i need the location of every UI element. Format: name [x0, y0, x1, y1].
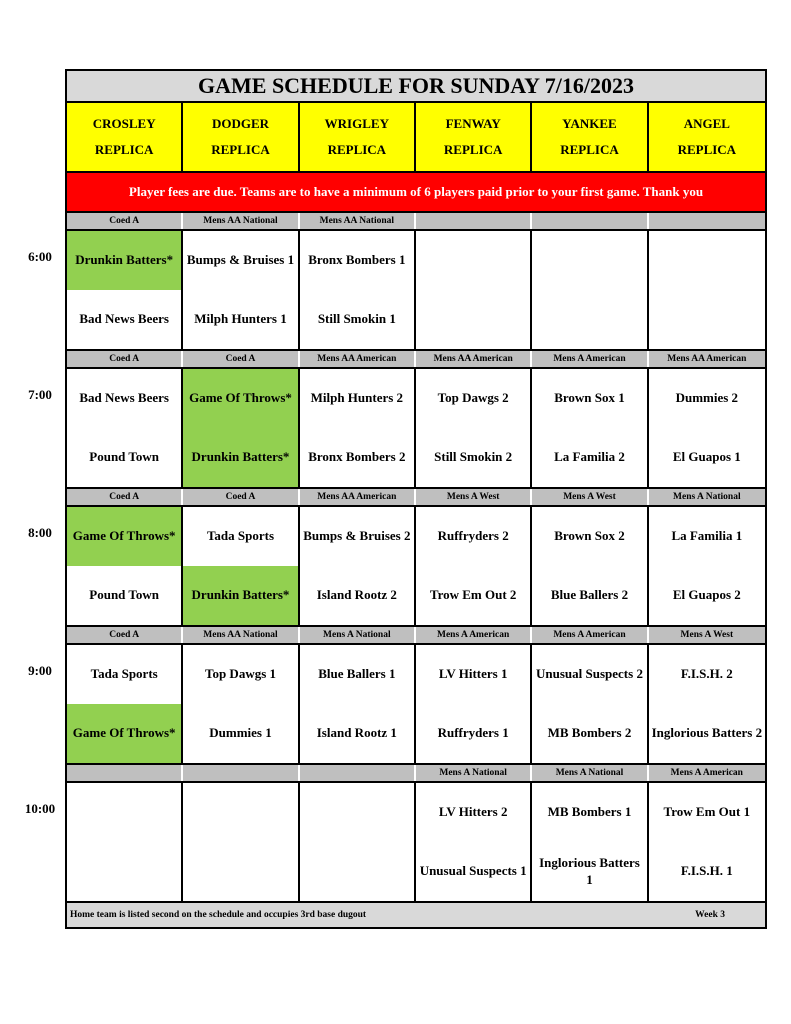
- game-cell: [649, 783, 765, 901]
- home-team: Game Of Throws*: [67, 704, 181, 763]
- game-cell: [67, 507, 183, 625]
- home-team: Blue Ballers 2: [550, 587, 629, 603]
- game-cell: [649, 507, 765, 625]
- field-header-row: [67, 103, 765, 173]
- game-cell: [183, 783, 299, 901]
- away-team: [649, 231, 765, 290]
- away-team: Unusual Suspects 2: [536, 666, 643, 682]
- division-label: Mens AA National: [183, 627, 299, 643]
- away-team: Tada Sports: [90, 666, 158, 682]
- game-cell: [67, 231, 183, 349]
- away-team: Top Dawgs 1: [204, 666, 277, 682]
- game-cell: [416, 645, 532, 763]
- time-label: 6:00: [28, 249, 52, 264]
- footer-bar: [67, 903, 765, 927]
- field-sub: REPLICA: [327, 142, 387, 157]
- home-team: Still Smokin 2: [434, 449, 513, 465]
- fee-notice-banner: Player fees are due. Teams are to have a minimum of 6 players paid prior to your first game. Thank you: [67, 173, 765, 213]
- division-label: Coed A: [67, 351, 183, 367]
- division-row: [67, 213, 765, 231]
- game-cell: [67, 783, 183, 901]
- division-label: Mens AA National: [183, 213, 299, 229]
- time-slot-block: [67, 627, 765, 765]
- field-name: ANGEL: [683, 116, 730, 131]
- home-team: La Familia 2: [554, 449, 625, 465]
- away-team: Trow Em Out 1: [663, 804, 751, 820]
- game-cell: [300, 645, 416, 763]
- field-name: CROSLEY: [92, 116, 156, 131]
- field-header-fenway: [416, 103, 532, 173]
- game-cell: [649, 231, 765, 349]
- field-header-wrigley: [300, 103, 416, 173]
- games-row: [67, 645, 765, 765]
- home-team: Unusual Suspects 1: [419, 863, 527, 879]
- time-slot-block: [67, 489, 765, 627]
- division-label: Mens A American: [416, 627, 532, 643]
- division-label: Coed A: [183, 489, 299, 505]
- field-sub: REPLICA: [94, 142, 154, 157]
- home-team: Island Rootz 2: [316, 587, 397, 603]
- division-label: Mens A National: [532, 765, 648, 781]
- footer-note: Home team is listed second on the schedule and occupies 3rd base dugout: [70, 910, 367, 920]
- field-header-yankee: [532, 103, 648, 173]
- home-team: El Guapos 2: [672, 587, 741, 603]
- division-label: Mens A West: [680, 630, 734, 640]
- away-team: [67, 783, 181, 842]
- game-cell: [532, 231, 648, 349]
- game-cell: [416, 783, 532, 901]
- field-header-dodger: [183, 103, 299, 173]
- division-label: Mens A National: [416, 765, 532, 781]
- games-row: [67, 507, 765, 627]
- field-sub: REPLICA: [677, 142, 737, 157]
- division-label: Coed A: [67, 627, 183, 643]
- division-row: [67, 489, 765, 507]
- home-team: Still Smokin 1: [317, 311, 396, 327]
- away-team: Milph Hunters 2: [310, 390, 404, 406]
- games-row: [67, 369, 765, 489]
- game-cell: [67, 369, 183, 487]
- division-label: [183, 765, 299, 781]
- home-team: MB Bombers 2: [547, 725, 632, 741]
- away-team: Bumps & Bruises 1: [186, 252, 295, 268]
- away-team: Dummies 2: [675, 390, 739, 406]
- home-team: Dummies 1: [209, 725, 272, 741]
- home-team: Drunkin Batters*: [183, 428, 297, 487]
- game-cell: [649, 645, 765, 763]
- game-cell: [183, 507, 299, 625]
- away-team: [416, 231, 530, 290]
- game-cell: [649, 369, 765, 487]
- division-row: [67, 765, 765, 783]
- home-team: Bad News Beers: [79, 311, 169, 327]
- games-row: [67, 231, 765, 351]
- time-label: 8:00: [28, 525, 52, 540]
- home-team: Island Rootz 1: [316, 725, 397, 741]
- game-cell: [300, 369, 416, 487]
- time-label: 10:00: [24, 801, 56, 816]
- home-team: Bronx Bombers 2: [308, 449, 406, 465]
- home-team: [649, 290, 765, 349]
- division-label: Mens AA American: [300, 351, 416, 367]
- games-row: [67, 783, 765, 903]
- division-label: [649, 213, 765, 229]
- away-team: MB Bombers 1: [547, 804, 632, 820]
- game-cell: [532, 783, 648, 901]
- home-team: [300, 842, 414, 901]
- field-header-angel: [649, 103, 765, 173]
- home-team: Milph Hunters 1: [194, 311, 287, 327]
- away-team: La Familia 1: [671, 528, 743, 544]
- division-label: Mens A West: [532, 489, 648, 505]
- game-cell: [300, 231, 416, 349]
- time-slot-block: [67, 213, 765, 351]
- division-label: Mens A National: [673, 492, 741, 502]
- home-team: Ruffryders 1: [437, 725, 509, 741]
- time-label: 9:00: [28, 663, 52, 678]
- time-label: 7:00: [28, 387, 52, 402]
- home-team: Inglorious Batters 1: [539, 855, 640, 887]
- away-team: Ruffryders 2: [437, 528, 509, 544]
- home-team: [416, 290, 530, 349]
- division-label: Mens A National: [300, 627, 416, 643]
- away-team: Brown Sox 1: [554, 390, 625, 406]
- field-name: DODGER: [211, 116, 270, 131]
- home-team: Pound Town: [89, 587, 160, 603]
- away-team: Game Of Throws*: [67, 507, 181, 566]
- game-cell: [183, 369, 299, 487]
- home-team: El Guapos 1: [672, 449, 741, 465]
- home-team: Pound Town: [89, 449, 160, 465]
- away-team: Bad News Beers: [79, 390, 169, 406]
- field-header-crosley: [67, 103, 183, 173]
- division-label: Coed A: [183, 351, 299, 367]
- home-team: [532, 290, 646, 349]
- away-team: Drunkin Batters*: [67, 231, 181, 290]
- away-team: Tada Sports: [206, 528, 275, 544]
- division-label: [300, 765, 416, 781]
- division-label: Coed A: [67, 213, 183, 229]
- away-team: [532, 231, 646, 290]
- schedule-sheet: [65, 69, 767, 929]
- field-name: YANKEE: [562, 116, 617, 131]
- away-team: F.I.S.H. 2: [680, 666, 733, 682]
- time-slot-block: [67, 765, 765, 903]
- home-team: Inglorious Batters 2: [651, 725, 763, 741]
- field-name: FENWAY: [445, 116, 501, 131]
- home-team: [67, 842, 181, 901]
- field-sub: REPLICA: [211, 142, 270, 157]
- page-title: GAME SCHEDULE FOR SUNDAY 7/16/2023: [67, 71, 765, 103]
- division-label: Mens A American: [532, 627, 648, 643]
- away-team: Bronx Bombers 1: [308, 252, 406, 268]
- game-cell: [532, 369, 648, 487]
- game-cell: [300, 783, 416, 901]
- division-label: Coed A: [67, 489, 183, 505]
- game-cell: [300, 507, 416, 625]
- home-team: F.I.S.H. 1: [680, 863, 733, 879]
- division-row: [67, 627, 765, 645]
- division-row: [67, 351, 765, 369]
- away-team: [183, 783, 297, 842]
- away-team: Blue Ballers 1: [318, 666, 396, 682]
- game-cell: [183, 645, 299, 763]
- away-team: LV Hitters 1: [438, 666, 508, 682]
- division-label: Mens A American: [670, 768, 743, 778]
- away-team: Bumps & Bruises 2: [303, 528, 411, 544]
- division-label: Mens A American: [532, 351, 648, 367]
- game-cell: [416, 231, 532, 349]
- division-label: Mens AA American: [667, 354, 747, 364]
- game-cell: [416, 369, 532, 487]
- time-slot-block: [67, 351, 765, 489]
- division-label: Mens AA American: [416, 351, 532, 367]
- division-label: [532, 213, 648, 229]
- away-team: [300, 783, 414, 842]
- away-team: Game Of Throws*: [183, 369, 297, 428]
- division-label: [416, 213, 532, 229]
- away-team: Top Dawgs 2: [437, 390, 509, 406]
- game-cell: [532, 507, 648, 625]
- game-cell: [416, 507, 532, 625]
- division-label: [67, 765, 183, 781]
- field-name: WRIGLEY: [324, 116, 389, 131]
- home-team: Trow Em Out 2: [429, 587, 517, 603]
- division-label: Mens A West: [416, 489, 532, 505]
- game-cell: [67, 645, 183, 763]
- division-label: Mens AA American: [300, 489, 416, 505]
- home-team: [183, 842, 297, 901]
- week-label: Week 3: [695, 910, 725, 920]
- field-sub: REPLICA: [560, 142, 619, 157]
- game-cell: [183, 231, 299, 349]
- away-team: Brown Sox 2: [554, 528, 625, 544]
- game-cell: [532, 645, 648, 763]
- field-sub: REPLICA: [443, 142, 503, 157]
- division-label: Mens AA National: [300, 213, 416, 229]
- away-team: LV Hitters 2: [438, 804, 508, 820]
- home-team: Drunkin Batters*: [183, 566, 297, 625]
